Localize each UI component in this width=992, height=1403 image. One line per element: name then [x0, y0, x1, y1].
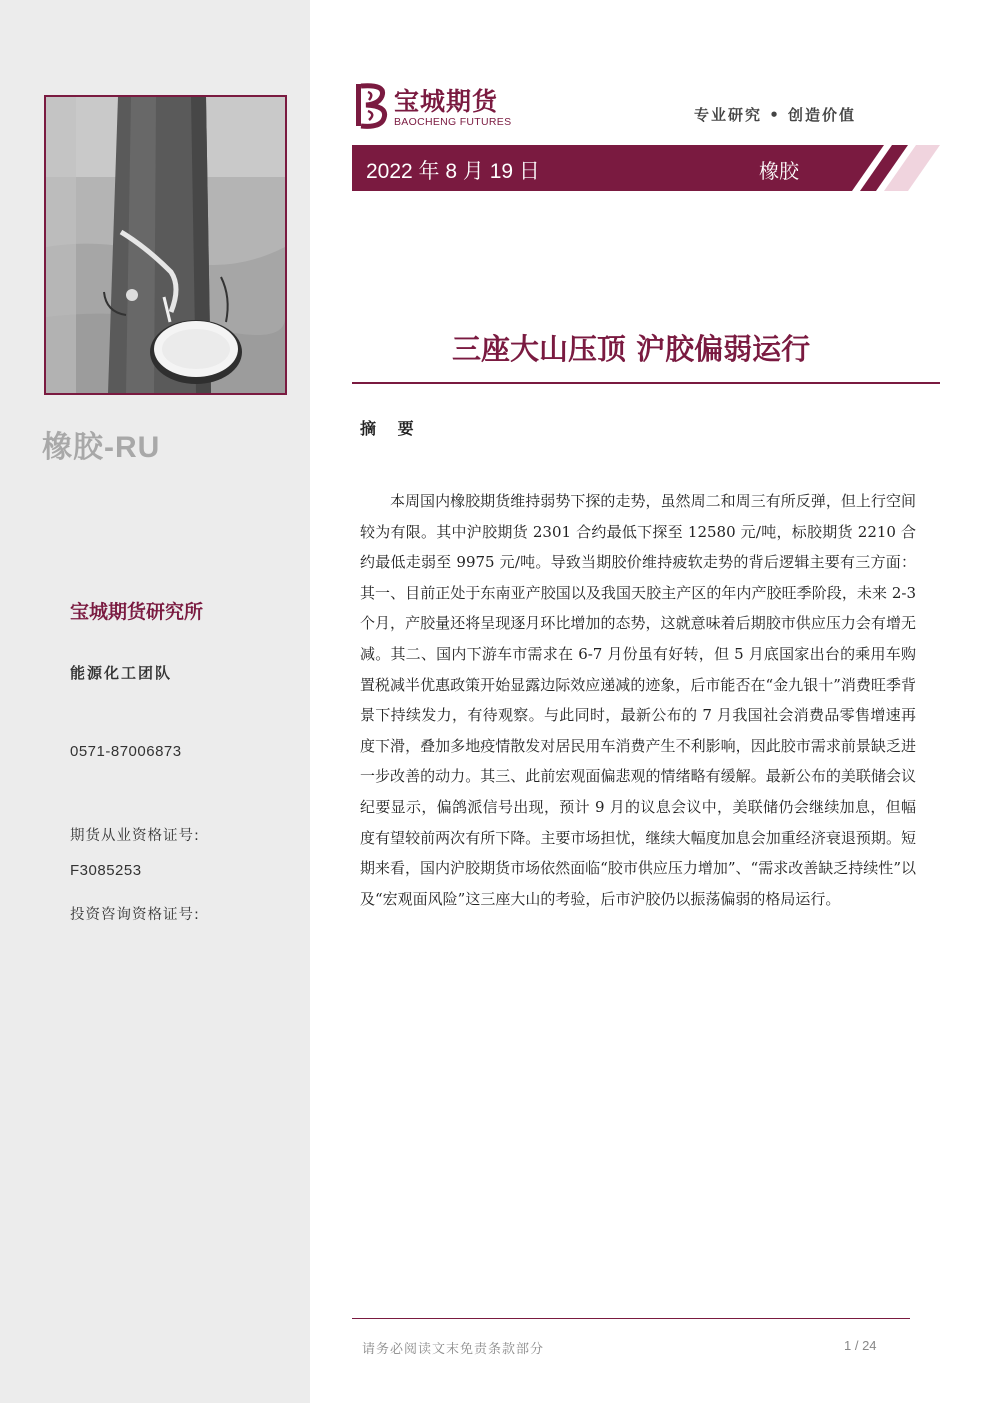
abstract-body: 本周国内橡胶期货维持弱势下探的走势，虽然周二和周三有所反弹，但上行空间较为有限。其中沪胶期货 2301 合约最低下探至 12580 元/吨，标胶期货 2210 合约最低走弱至 9975 元/吨。导致当期胶价维持疲软走势的背后逻辑主要有三方面：其一、目前正处于东南亚产胶国以及我国天胶主产区的年内产胶旺季阶段，未来 2-3 个月，产胶量还将呈现逐月环比增加的态势，这就意味着后期胶市供应压力会有增无减。其二、国内下游车市需求在 6-7 月份虽有好转，但 5 月底国家出台的乘用车购置税减半优惠政策开始显露边际效应递减的迹象，后市能否在“金九银十”消费旺季背景下持续发力，有待观察。与此同时，最新公布的 7 月我国社会消费品零售增速再度下滑，叠加多地疫情散发对居民用车消费产生不利影响，因此胶市需求前景缺乏进一步改善的动力。其三、此前宏观面偏悲观的情绪略有缓解。最新公布的美联储会议纪要显示，偏鸽派信号出现，预计 9 月的议息会议中，美联储仍会继续加息，但幅度有望较前两次有所下降。主要市场担忧，继续大幅度加息会加重经济衰退预期。短期来看，国内沪胶期货市场依然面临“胶市供应压力增加”、“需求改善缺乏持续性”以及“宏观面风险”这三座大山的考验，后市沪胶仍以振荡偏弱的格局运行。 [360, 492, 916, 908]
footer-divider [352, 1318, 910, 1319]
product-code: 橡胶-RU [42, 431, 161, 464]
logo-text-en: BAOCHENG FUTURES [394, 116, 512, 128]
rubber-tapping-photo [44, 95, 287, 395]
abstract-heading: 摘 要 [360, 419, 422, 438]
team-name: 能源化工团队 [70, 664, 173, 682]
futures-license-number: F3085253 [70, 862, 142, 879]
report-date: 2022 年 8 月 19 日 [366, 160, 540, 183]
left-sidebar [0, 0, 310, 1403]
logo-text-cn: 宝城期货 [394, 87, 499, 116]
rubber-tree-image [46, 97, 285, 393]
report-title: 三座大山压顶 沪胶偏弱运行 [452, 332, 811, 366]
title-divider [352, 382, 940, 384]
company-logo [354, 80, 524, 132]
slogan: 专业研究 • 创造价值 [694, 106, 857, 124]
consulting-license-label: 投资咨询资格证号: [70, 907, 200, 923]
page-number: 1 / 24 [844, 1338, 877, 1353]
disclaimer-note: 请务必阅读文末免责条款部分 [362, 1342, 545, 1357]
institute-name: 宝城期货研究所 [70, 601, 204, 623]
report-category: 橡胶 [759, 159, 799, 183]
contact-phone: 0571-87006873 [70, 743, 182, 760]
logo-mark-icon [354, 80, 390, 130]
futures-license-label: 期货从业资格证号: [70, 828, 200, 844]
